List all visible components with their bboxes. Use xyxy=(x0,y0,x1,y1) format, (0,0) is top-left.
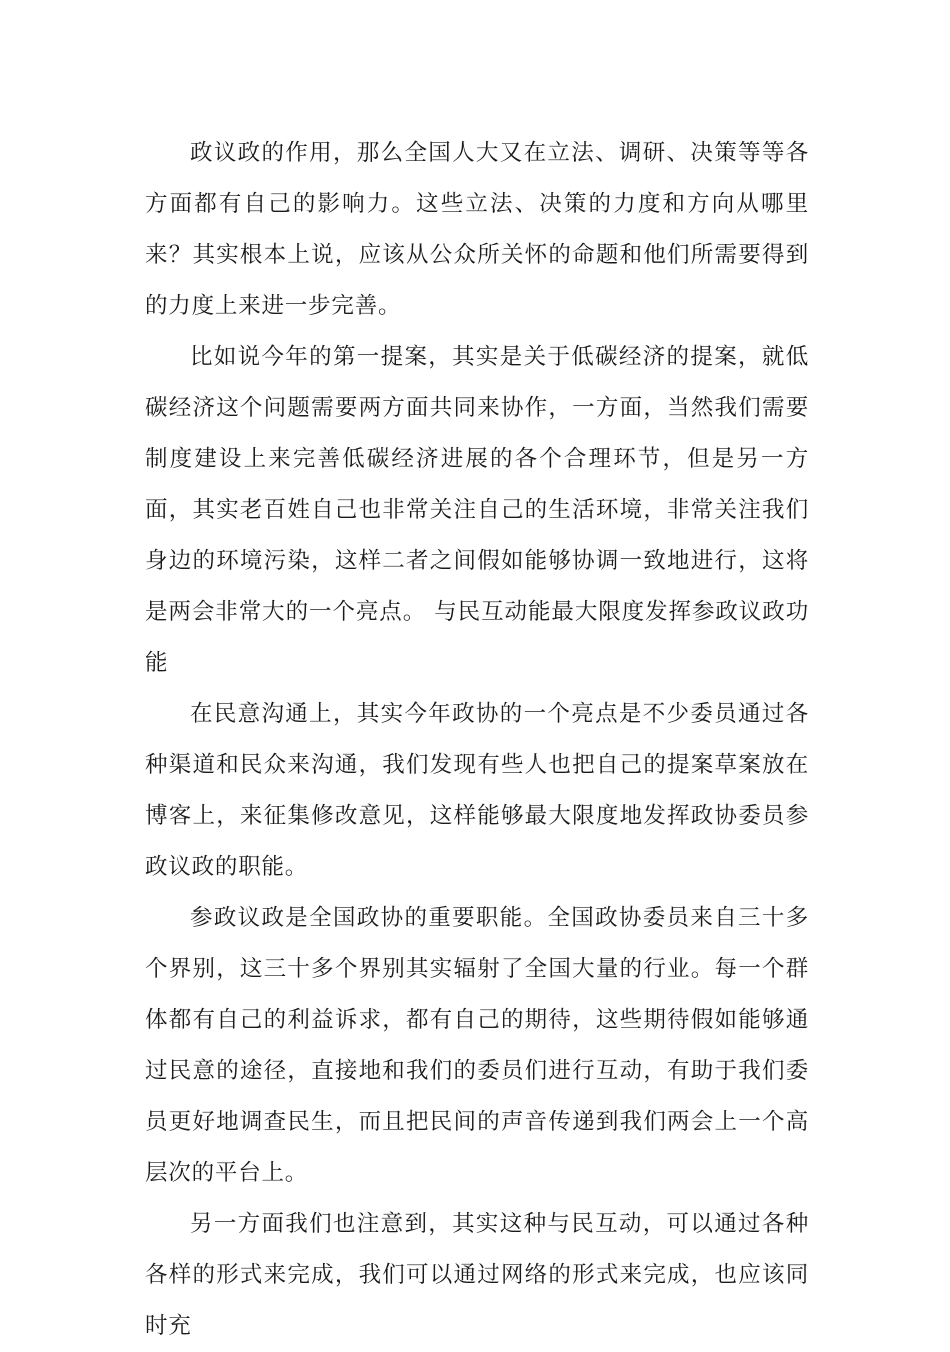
paragraph: 参政议政是全国政协的重要职能。全国政协委员来自三十多个界别，这三十多个界别其实辐射了全国大量的行业。每一个群体都有自己的利益诉求，都有自己的期待，这些期待假如能够通过民意的途径，直接地和我们的委员们进行互动，有助于我们委员更好地调查民生，而且把民间的声音传递到我们两会上一个高层次的平台上。 xyxy=(145,905,809,1186)
paragraph: 在民意沟通上，其实今年政协的一个亮点是不少委员通过各种渠道和民众来沟通，我们发现有些人也把自己的提案草案放在博客上，来征集修改意见，这样能够最大限度地发挥政协委员参政议政的职能。 xyxy=(145,701,809,880)
paragraph: 政议政的作用，那么全国人大又在立法、调研、决策等等各方面都有自己的影响力。这些立法、决策的力度和方向从哪里来？其实根本上说，应该从公众所关怀的命题和他们所需要得到的力度上来进一步完善。 xyxy=(145,140,809,319)
document-body xyxy=(145,128,809,1352)
paragraph: 比如说今年的第一提案，其实是关于低碳经济的提案，就低碳经济这个问题需要两方面共同来协作，一方面，当然我们需要制度建设上来完善低碳经济进展的各个合理环节，但是另一方面，其实老百姓自己也非常关注自己的生活环境，非常关注我们身边的环境污染，这样二者之间假如能够协调一致地进行，这将是两会非常大的一个亮点。 与民互动能最大限度发挥参政议政功能 xyxy=(145,344,809,676)
paragraph: 另一方面我们也注意到，其实这种与民互动，可以通过各种各样的形式来完成，我们可以通过网络的形式来完成，也应该同时充 xyxy=(145,1211,809,1339)
